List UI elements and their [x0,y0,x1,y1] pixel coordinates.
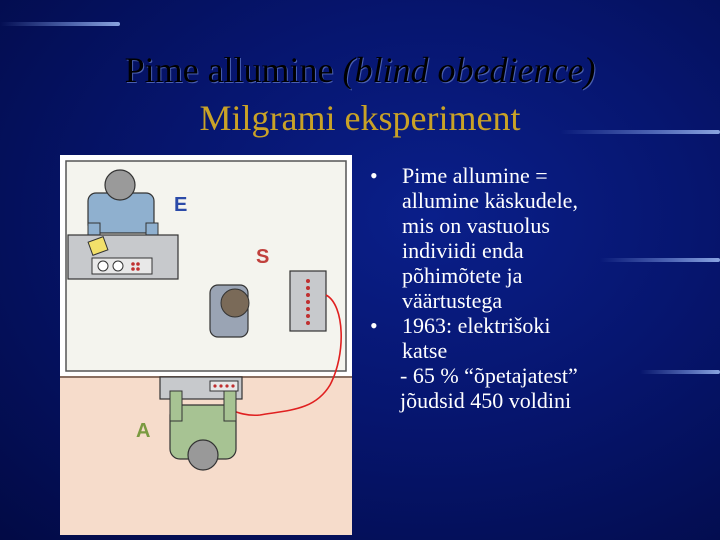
milgram-diagram [60,155,352,535]
student-head [221,289,249,317]
bullet-line: Pime allumine = [402,163,548,188]
label-s: S [256,246,270,268]
bullet-item [368,313,713,363]
bullet-line: mis on vastuolus [402,213,550,238]
bullet-line: katse [402,338,448,363]
milgram-diagram-svg [60,155,352,535]
slide-title [0,48,720,92]
title-main: Pime allumine [124,50,334,90]
label-e: E [174,194,188,216]
title-italic: (blind obedience) [342,50,596,90]
experimenter-desk [68,235,178,279]
bullet-line: väärtustega [402,288,503,313]
teacher-figure [164,391,242,503]
label-a: A [136,420,151,442]
sub-line: jõudsid 450 voldini [400,388,572,413]
bullet-text [402,313,713,363]
bullet-line: põhimõtete ja [402,263,523,288]
sub-line: - 65 % “õpetajatest” [400,363,578,388]
bullet-line: 1963: elektrišoki [402,313,551,338]
bullet-item [368,163,713,313]
bullet-marker: • [370,163,378,188]
bullet-list [368,163,713,413]
decor-streak [0,22,120,26]
bullet-line: indiviidi enda [402,238,524,263]
bullet-marker: • [370,313,378,338]
sub-bullet [368,363,713,413]
bullet-line: allumine käskudele, [402,188,578,213]
experimenter-head [105,170,135,200]
slide-subtitle: Milgrami eksperiment [199,98,521,138]
bullet-text [402,163,713,313]
